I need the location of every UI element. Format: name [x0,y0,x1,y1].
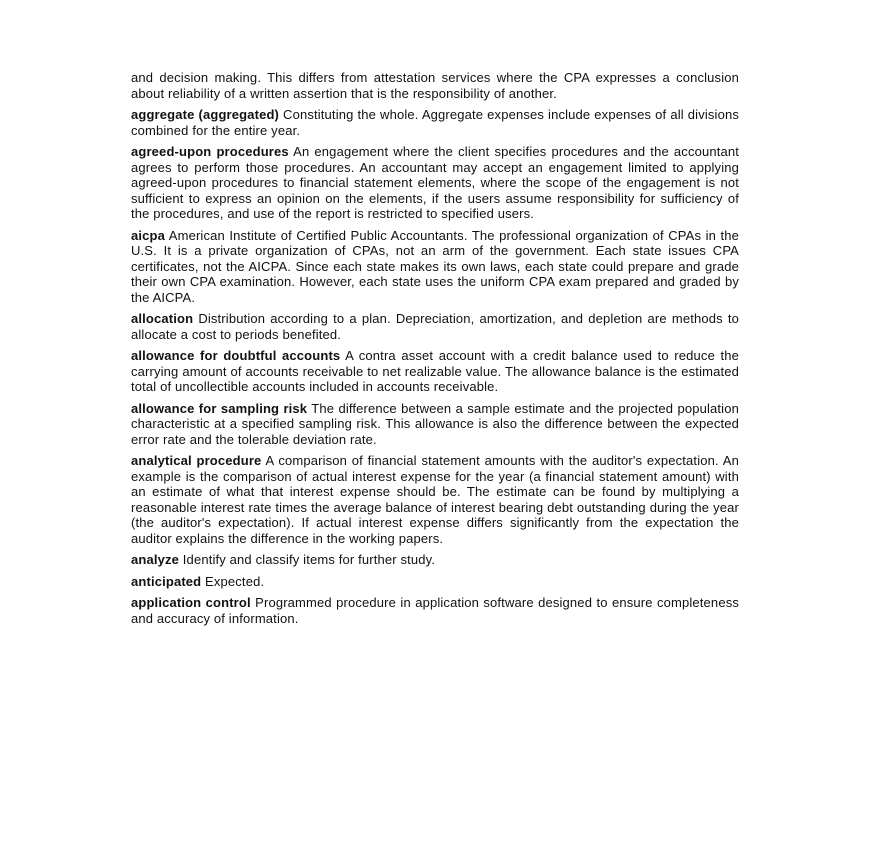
glossary-term: allocation [131,311,194,326]
glossary-definition: Expected. [205,573,265,589]
glossary-term: analyze [131,552,180,567]
glossary-term: agreed-upon procedures [131,144,289,159]
glossary-term: application control [131,595,251,610]
glossary-entry [131,574,739,590]
glossary-definition: Distribution according to a plan. Depreciation, amortization, and depletion are methods to allocate a cost to periods benefited. [131,311,740,342]
glossary-entry [131,144,739,222]
glossary-entry [131,595,739,626]
glossary-entry [131,453,739,546]
glossary-definition: A contra asset account with a credit balance used to reduce the carrying amount of accounts receivable to net realizable value. The allowance balance is the estimated total of uncollectible accounts included in accounts receivable. [131,348,740,394]
glossary-page [131,70,739,632]
glossary-entry [131,552,739,568]
glossary-definition: Identify and classify items for further study. [182,552,436,567]
glossary-term: allowance for sampling risk [131,400,308,416]
glossary-entry [131,107,739,138]
glossary-entry [131,228,739,306]
glossary-term: anticipated [131,573,202,589]
glossary-entry [131,348,739,395]
glossary-definition: American Institute of Certified Public Accountants. The professional organization of CPAs in the U.S. It is a private organization of CPAs, not an arm of the government. Each state issues CPA certificates, not the AICPA. Since each state makes its own laws, each state could prepare and grade their own CPA examination. However, each state uses the uniform CPA exam prepared and graded by the AICPA. [131,227,740,305]
glossary-term: aicpa [131,227,165,243]
intro-paragraph: and decision making. This differs from attestation services where the CPA expresses a conclusion about reliability of a written assertion that is the responsibility of another. [131,70,739,101]
glossary-term: allowance for doubtful accounts [131,348,341,363]
glossary-definition: The difference between a sample estimate and the projected population characteristic at a specified sampling risk. This allowance is also the difference between the expected error rate and the tolerable deviation rate. [131,400,739,447]
glossary-definition: Constituting the whole. Aggregate expenses include expenses of all divisions combined for the entire year. [131,107,739,138]
glossary-definition: A comparison of financial statement amounts with the auditor's expectation. An example is the comparison of actual interest expense for the year (a financial statement amount) with an estimate of what that interest expense should be. The estimate can be found by multiplying a reasonable interest rate times the average balance of interest bearing debt outstanding during the year (the auditor's expectation). If actual interest expense differs significantly from the expectation the auditor explains the difference in the working papers. [131,453,739,546]
glossary-definition: Programmed procedure in application software designed to ensure completeness and accuracy of information. [131,595,739,626]
glossary-entry [131,401,739,448]
glossary-term: aggregate (aggregated) [131,107,280,122]
glossary-term: analytical procedure [131,453,262,468]
glossary-entry [131,311,739,342]
glossary-definition: An engagement where the client specifies procedures and the accountant agrees to perform those procedures. An accountant may accept an engagement limited to applying agreed-upon procedures to financial statement elements, where the scope of the engagement is not sufficient to express an opinion on the elements, if the users assume responsibility for sufficiency of the procedures, and use of the report is restricted to specified users. [131,144,740,221]
